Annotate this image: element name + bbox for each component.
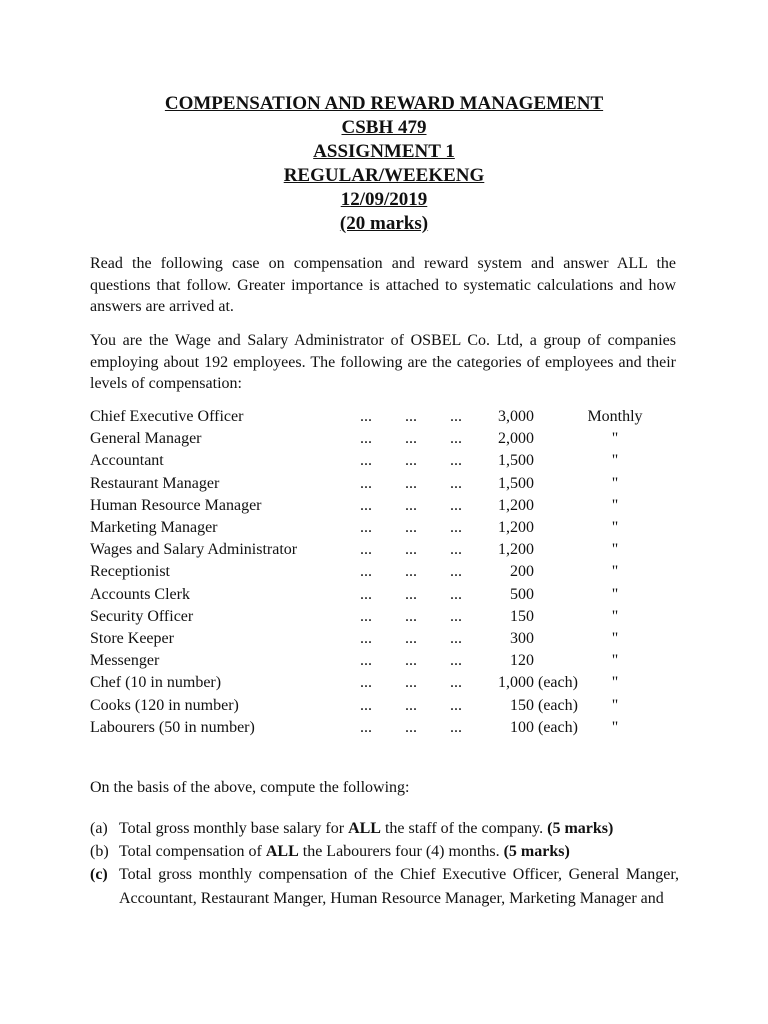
employee-row <box>90 717 690 739</box>
salary-amount: 1,200 <box>498 496 534 514</box>
employee-category: Chef (10 in number) <box>90 674 222 692</box>
leader-dots: ... <box>405 452 417 470</box>
leader-dots: ... <box>405 563 417 581</box>
employee-row <box>90 450 690 472</box>
leader-dots: ... <box>450 496 462 514</box>
leader-dots: ... <box>405 496 417 514</box>
pay-period: " <box>611 430 619 448</box>
pay-period: " <box>611 652 619 670</box>
question-label: (b) <box>90 843 109 860</box>
intro-paragraph: Read the following case on compensation and reward system and answer ALL the questions that follow. Greater importance is attached to systematic calculations and how answers are arrived at. <box>90 255 676 315</box>
leader-dots: ... <box>360 652 372 670</box>
amount-suffix: (each) <box>538 718 578 736</box>
leader-dots: ... <box>360 452 372 470</box>
salary-amount: 1,500 <box>498 474 534 492</box>
salary-amount: 3,000 <box>498 408 534 425</box>
question-label: (c) <box>90 866 108 883</box>
leader-dots: ... <box>450 696 462 714</box>
salary-amount: 500 <box>510 585 534 603</box>
employee-category: Store Keeper <box>90 630 174 647</box>
employee-category: Restaurant Manager <box>90 474 220 492</box>
title-marks: (20 marks) <box>339 213 429 234</box>
employee-row <box>90 495 690 517</box>
leader-dots: ... <box>360 474 372 492</box>
leader-dots: ... <box>450 519 462 536</box>
pay-period: " <box>611 452 619 470</box>
pay-period: " <box>611 718 619 736</box>
title-session: REGULAR/WEEKENG <box>283 165 485 186</box>
question-text: Total gross monthly base salary for <box>119 820 349 837</box>
employee-row <box>90 606 690 628</box>
salary-amount: 200 <box>510 563 534 581</box>
title-course-code: CSBH 479 <box>341 117 427 138</box>
leader-dots: ... <box>450 652 462 670</box>
salary-amount: 150 <box>510 696 534 714</box>
employee-category: Chief Executive Officer <box>90 408 244 425</box>
pay-period: " <box>611 696 619 714</box>
title-assignment: ASSIGNMENT 1 <box>313 141 455 162</box>
leader-dots: ... <box>360 607 372 625</box>
instruction-text: On the basis of the above, compute the following: <box>90 779 410 796</box>
leader-dots: ... <box>450 408 462 425</box>
leader-dots: ... <box>360 585 372 603</box>
emphasis: ALL <box>265 843 299 860</box>
leader-dots: ... <box>360 519 372 536</box>
employee-category: Accountant <box>90 452 164 470</box>
employee-row <box>90 584 690 606</box>
leader-dots: ... <box>450 430 462 448</box>
employee-row <box>90 650 690 672</box>
pay-period: " <box>611 607 619 625</box>
employee-row <box>90 517 690 539</box>
salary-amount: 1,000 <box>498 674 534 692</box>
leader-dots: ... <box>405 541 417 559</box>
leader-dots: ... <box>360 674 372 692</box>
leader-dots: ... <box>405 718 417 736</box>
leader-dots: ... <box>450 718 462 736</box>
leader-dots: ... <box>360 696 372 714</box>
leader-dots: ... <box>450 607 462 625</box>
employee-category: Messenger <box>90 652 160 670</box>
leader-dots: ... <box>360 718 372 736</box>
salary-amount: 100 <box>510 718 534 736</box>
employee-row <box>90 672 690 694</box>
salary-amount: 1,500 <box>498 452 534 470</box>
employee-row <box>90 628 690 650</box>
context-paragraph: You are the Wage and Salary Administrator of OSBEL Co. Ltd, a group of companies employing about 192 employees. The following are the categories of employees and their levels of compensation: <box>90 332 676 392</box>
pay-period: " <box>611 519 619 536</box>
document-title <box>0 92 768 236</box>
pay-period: " <box>611 630 619 647</box>
leader-dots: ... <box>360 430 372 448</box>
amount-suffix: (each) <box>538 696 578 714</box>
employee-category: Accounts Clerk <box>90 585 190 603</box>
leader-dots: ... <box>360 541 372 559</box>
employee-row <box>90 428 690 450</box>
pay-period: " <box>611 674 619 692</box>
pay-period: " <box>611 496 619 514</box>
leader-dots: ... <box>405 630 417 647</box>
question-label: (a) <box>90 820 108 837</box>
leader-dots: ... <box>405 696 417 714</box>
leader-dots: ... <box>405 474 417 492</box>
leader-dots: ... <box>450 674 462 692</box>
salary-amount: 150 <box>510 607 534 625</box>
employee-row <box>90 695 690 717</box>
title-date: 12/09/2019 <box>340 189 428 210</box>
employee-category: Wages and Salary Administrator <box>90 541 298 559</box>
leader-dots: ... <box>405 430 417 448</box>
pay-period: " <box>611 563 619 581</box>
employee-row <box>90 406 690 428</box>
pay-period: " <box>611 474 619 492</box>
leader-dots: ... <box>450 585 462 603</box>
employee-row <box>90 561 690 583</box>
employee-category: Marketing Manager <box>90 519 218 536</box>
leader-dots: ... <box>405 408 417 425</box>
leader-dots: ... <box>360 563 372 581</box>
leader-dots: ... <box>360 408 372 425</box>
leader-dots: ... <box>450 474 462 492</box>
question-text: Total gross monthly compensation of the Chief Executive Officer, General Manger, Accountant, Restaurant Manger, Human Resource Manager, Marketing Manager and <box>119 866 679 907</box>
leader-dots: ... <box>360 630 372 647</box>
employee-category: Cooks (120 in number) <box>90 696 239 714</box>
marks: (5 marks) <box>547 820 614 837</box>
leader-dots: ... <box>360 496 372 514</box>
employee-row <box>90 473 690 495</box>
salary-amount: 1,200 <box>498 541 534 559</box>
employee-category: Receptionist <box>90 563 170 581</box>
pay-period: Monthly <box>587 408 643 425</box>
employee-category: Labourers (50 in number) <box>90 718 255 736</box>
leader-dots: ... <box>405 674 417 692</box>
leader-dots: ... <box>405 652 417 670</box>
leader-dots: ... <box>450 630 462 647</box>
employee-category: General Manager <box>90 430 202 448</box>
salary-amount: 1,200 <box>498 519 534 536</box>
pay-period: " <box>611 585 619 603</box>
amount-suffix: (each) <box>538 674 578 692</box>
leader-dots: ... <box>450 563 462 581</box>
marks: (5 marks) <box>503 843 570 860</box>
question-text: the Labourers four (4) months. <box>298 843 504 860</box>
salary-amount: 2,000 <box>498 430 534 448</box>
leader-dots: ... <box>405 607 417 625</box>
employee-row <box>90 539 690 561</box>
leader-dots: ... <box>450 452 462 470</box>
emphasis: ALL <box>348 820 381 837</box>
leader-dots: ... <box>405 519 417 536</box>
employee-category: Security Officer <box>90 607 194 625</box>
leader-dots: ... <box>450 541 462 559</box>
title-course-name: COMPENSATION AND REWARD MANAGEMENT <box>164 93 604 114</box>
leader-dots: ... <box>405 585 417 603</box>
question-text: Total compensation of <box>119 843 266 860</box>
salary-amount: 120 <box>510 652 534 670</box>
salary-amount: 300 <box>510 630 534 647</box>
employee-category: Human Resource Manager <box>90 496 262 514</box>
pay-period: " <box>611 541 619 559</box>
question-text: the staff of the company. <box>380 820 548 837</box>
